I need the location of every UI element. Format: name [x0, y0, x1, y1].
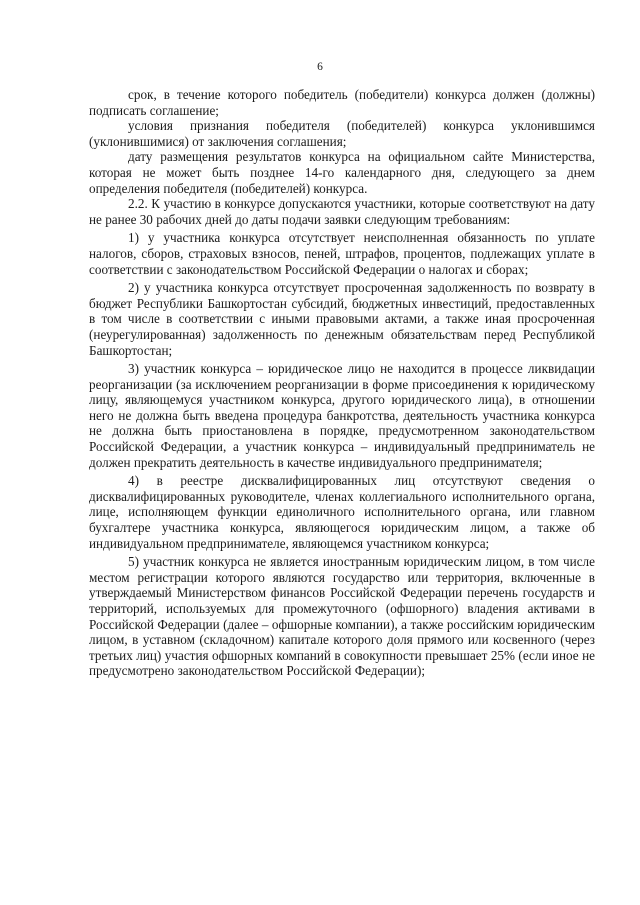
- paragraph-evasion-conditions: условия признания победителя (победителей) конкурса уклонившимся (уклонившимися) от заключения соглашения;: [89, 118, 595, 149]
- requirement-item-5: 5) участник конкурса не является иностранным юридическим лицом, в том числе местом регистрации которого являются государство или территория, включенные в утверждаемый Министерством финансов Российской Федерации перечень государств и территорий, используемых для промежуточного (офшорного) владения активами в Российской Федерации (далее – офшорные компании), а также российским юридическим лицом, в уставном (складочном) капитале которого доля прямого или косвенного (через третьих лиц) участия офшорных компаний в совокупности превышает 25% (если иное не предусмотрено законодательством Российской Федерации);: [89, 554, 595, 679]
- page-number: 6: [317, 61, 323, 73]
- requirement-item-3: 3) участник конкурса – юридическое лицо не находится в процессе ликвидации реорганизации (за исключением реорганизации в форме присоединения к юридическому лицу, являющемуся участником конкурса, другого юридического лица), в отношении него не должна быть введена процедура банкротства, деятельность участника конкурса не должна быть приостановлена в порядке, предусмотренном законодательством Российской Федерации, а участник конкурса – индивидуальный предприниматель не должен прекратить деятельность в качестве индивидуального предпринимателя;: [89, 361, 595, 470]
- paragraph-section-2-2: 2.2. К участию в конкурсе допускаются участники, которые соответствуют на дату не ранее 30 рабочих дней до даты подачи заявки следующим требованиям:: [89, 196, 595, 227]
- document-body: [89, 87, 595, 679]
- paragraph-publication-date: дату размещения результатов конкурса на официальном сайте Министерства, которая не может быть позднее 14-го календарного дня, следующего за днем определения победителя (победителей) конкурса.: [89, 149, 595, 196]
- requirement-item-2: 2) у участника конкурса отсутствует просроченная задолженность по возврату в бюджет Республики Башкортостан субсидий, бюджетных инвестиций, предоставленных в том числе в соответствии с иными правовыми актами, а также иная просроченная (неурегулированная) задолженность по денежным обязательствам перед Республикой Башкортостан;: [89, 280, 595, 358]
- requirement-item-1: 1) у участника конкурса отсутствует неисполненная обязанность по уплате налогов, сборов, страховых взносов, пеней, штрафов, процентов, подлежащих уплате в соответствии с законодательством Российской Федерации о налогах и сборах;: [89, 230, 595, 277]
- paragraph-signing-deadline: срок, в течение которого победитель (победители) конкурса должен (должны) подписать соглашение;: [89, 87, 595, 118]
- requirement-item-4: 4) в реестре дисквалифицированных лиц отсутствуют сведения о дисквалифицированных руководителе, членах коллегиального исполнительного органа, лице, исполняющем функции единоличного исполнительного органа, или главном бухгалтере участника конкурса, являющегося юридическим лицом, а также об индивидуальном предпринимателе, являющемся участником конкурса;: [89, 473, 595, 551]
